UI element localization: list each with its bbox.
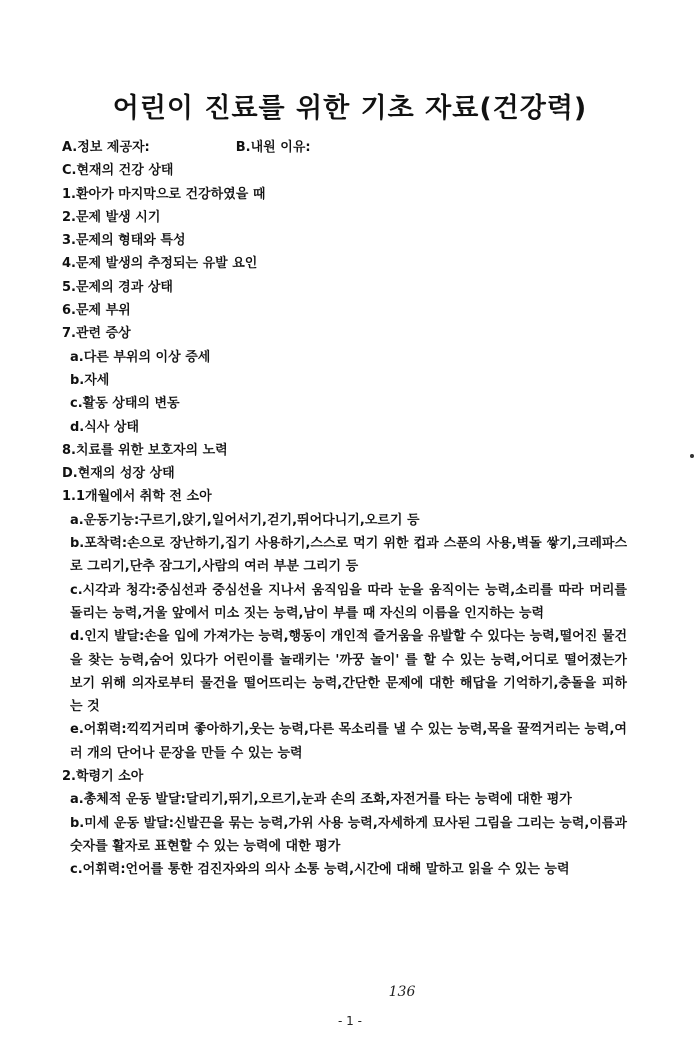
list-item: 4.문제 발생의 추정되는 유발 요인 [62,256,258,272]
sub-item: c.시각과 청각:중심선과 중심선을 지나서 움직임을 따라 눈을 움직이는 능력,소리를 따라 머리를 돌리는 능력,거울 앞에서 미소 짓는 능력,남이 부를 때 자신의 이름을 인지하는 능력 [70,582,627,621]
sub-item: b.포착력:손으로 장난하기,집기 사용하기,스스로 먹기 위한 컵과 스푼의 사용,벽돌 쌓기,크레파스로 그리기,단추 잠그기,사람의 여러 부분 그리기 등 [70,536,627,575]
sub-item: b.미세 운동 발달:신발끈을 묶는 능력,가위 사용 능력,자세하게 묘사된 그림을 그리는 능력,이름과 숫자를 활자로 표현할 수 있는 능력에 대한 평가 [70,815,627,854]
handwritten-note: 136 [388,984,416,1000]
list-item: 2.학령기 소아 [62,769,144,785]
document-title: 어린이 진료를 위한 기초 자료(건강력) [112,93,588,124]
sub-item: c.활동 상태의 변동 [70,396,180,412]
list-item: 8.치료를 위한 보호자의 노력 [62,442,228,458]
informant-label: A.정보 제공자: [62,140,150,155]
visit-reason-label: B.내원 이유: [235,140,311,155]
list-item: 6.문제 부위 [62,303,131,319]
sub-item: a.다른 부위의 이상 증세 [70,349,211,365]
list-item: 3.문제의 형태와 특성 [62,233,186,249]
section-heading: D.현재의 성장 상태 [62,466,175,482]
list-item: 1.1개월에서 취학 전 소아 [62,489,212,505]
list-item: 2.문제 발생 시기 [62,209,161,225]
sub-item: b.자세 [70,372,110,388]
sub-item: e.어휘력:끽끽거리며 좋아하기,웃는 능력,다른 목소리를 낼 수 있는 능력,목을 꿀꺽거리는 능력,여러 개의 단어나 문장을 만들 수 있는 능력 [70,722,627,761]
sub-item: a.총체적 운동 발달:달리기,뛰기,오르기,눈과 손의 조화,자전거를 타는 능력에 대한 평가 [70,792,572,808]
sub-item: d.인지 발달:손을 입에 가져가는 능력,행동이 개인적 즐거움을 유발할 수 있다는 능력,떨어진 물건을 찾는 능력,숨어 있다가 어린이를 놀래키는 '까꿍 놀이' 를 할 수 있는 능력,어디로 떨어졌는가 보기 위해 의자로부터 물건을 떨어뜨리는 능력,간단한 문제에 대한 해답을 기억하기,충돌을 피하는 것 [70,629,627,715]
sub-item: c.어휘력:언어를 통한 검진자와의 의사 소통 능력,시간에 대해 말하고 읽을 수 있는 능력 [70,862,570,878]
list-item: 7.관련 증상 [62,326,131,342]
page-number: - 1 - [338,1014,362,1028]
sub-item: a.운동기능:구르기,앉기,일어서기,걷기,뛰어다니기,오르기 등 [70,512,420,528]
document-body [62,136,627,882]
section-heading: C.현재의 건강 상태 [62,163,174,179]
sub-item: d.식사 상태 [70,419,140,435]
list-item: 1.환아가 마지막으로 건강하였을 때 [62,186,266,202]
header-row [62,136,627,159]
list-item: 5.문제의 경과 상태 [62,279,173,295]
margin-mark [690,454,694,458]
